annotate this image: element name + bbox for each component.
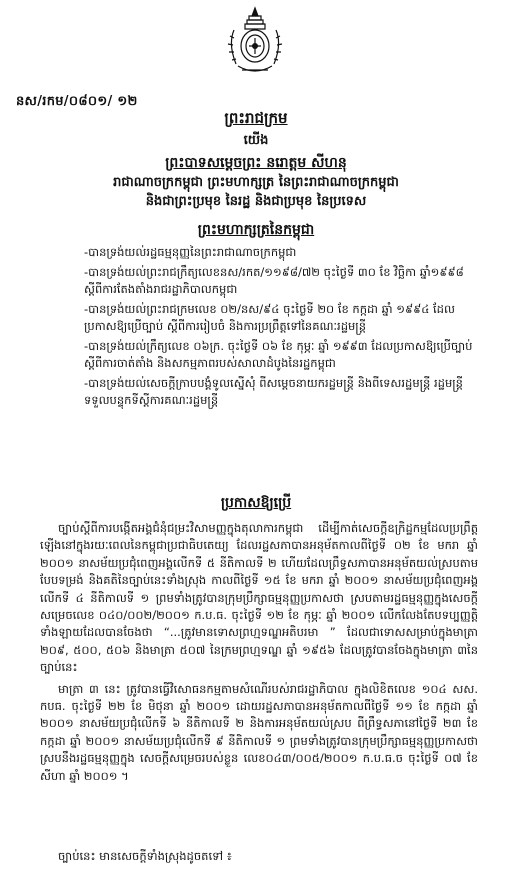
closing-line: ច្បាប់នេះ មានសេចក្តីទាំងស្រុងដូចតទៅ ៖ [58, 849, 232, 863]
promulgation-heading: ប្រកាសឱ្យប្រើ [220, 495, 292, 511]
reference-item: -បានទ្រង់យល់ក្រឹត្យលេខ ០៦ក្រ. ចុះថ្ងៃទី ០៦ ខែ កុម្ភៈ ឆ្នាំ ១៩៩៣ ដែលប្រកាសឱ្យប្រើច្បាប់ស្តីពីការចាត់តាំង និងសកម្មភាពរបស់សាលាដំបូងនៃរដ្ឋកម្ពុជា [84, 339, 473, 370]
reference-item: -បានទ្រង់យល់ព្រះរាជក្រឹត្យលេខនស/រកត/១១៩៨/៧២ ចុះថ្ងៃទី ៣០ ខែ វិច្ឆិកា ឆ្នាំ១៩៩៨ ស្តីពីការតែងតាំងរាជរដ្ឋាភិបាលកម្ពុជា [84, 265, 464, 296]
royal-coat-of-arms-icon [224, 6, 286, 76]
king-title: ព្រះបាទសម្តេចព្រះ នរោត្តម សីហនុ [165, 155, 347, 171]
body-paragraph: មាត្រា ៣ នេះ ត្រូវបានធ្វើវិសោធនកម្មតាមសំណើរបស់រាជរដ្ឋាភិបាល ក្នុងលិខិតលេខ ១០៤ សស. កបធ. ចុះថ្ងៃទី ២២ ខែ មិថុនា ឆ្នាំ ២០០១ ដោយរដ្ឋសភាបានអនុម័តកាលពីថ្ងៃទី ១១ ខែ កក្កដា ឆ្នាំ ២០០១ នាសម័យប្រជុំលើកទី ៦ នីតិកាលទី ២ និងការអនុម័តយល់ស្រប ពីព្រឹទ្ធសភានៅថ្ងៃទី ២៣ ខែ កក្កដា ឆ្នាំ ២០០១ នាសម័យប្រជុំលើកទី ៩ នីតិកាលទី ១ ព្រមទាំងត្រូវបានក្រុមប្រឹក្សាធម្មនុញ្ញប្រកាសថា ស្របនឹងរដ្ឋធម្មនុញ្ញក្នុង សេចក្តីសម្រេចរបស់ខ្លួន លេខ០៤៣/០០៥/២០០១ ក.ប.ធ.ច ចុះថ្ងៃទី ០៧ ខែ សីហា ឆ្នាំ ២០០១ ។ [40, 681, 478, 783]
legal-references-list [84, 244, 484, 412]
reference-item: -បានទ្រង់យល់សេចក្តីក្រាបបង្គំទូលស្នើសុំ ពីសម្តេចនាយករដ្ឋមន្ត្រី និងពីទេសរដ្ឋមន្ត្រី រដ្ឋមន្ត្រីទទួលបន្ទុកទីស្តីការគណៈរដ្ឋមន្ត្រី [84, 376, 463, 407]
reference-item: -បានទ្រង់យល់រដ្ឋធម្មនុញ្ញនៃព្រះរាជាណាចក្រកម្ពុជា [84, 245, 297, 259]
document-reference-number: នស/រកម/០៨០១/ ១២ [16, 94, 138, 109]
king-of-cambodia: ព្រះមហាក្សត្រនៃកម្ពុជា [197, 222, 315, 238]
reference-item: -បានទ្រង់យល់ព្រះរាជក្រមលេខ ០២/នស/៩៤ ចុះថ្ងៃទី ២០ ខែ កក្កដា ឆ្នាំ ១៩៩៤ ដែលប្រកាសឱ្យប្រើច្បាប់ ស្តីពីការរៀបចំ និងការប្រព្រឹត្តទៅនៃគណៈរដ្ឋមន្ត្រី [84, 302, 455, 333]
we-heading: យើង [243, 133, 269, 148]
body-text [40, 520, 478, 789]
royal-kram-title: ព្រះរាជក្រម [224, 109, 288, 127]
king-title-line-2: រាជាណាចក្រកម្ពុជា ព្រះមហាក្សត្រ នៃព្រះរាជាណាចក្រកម្ពុជា [113, 175, 399, 190]
king-title-line-3: និងជាព្រះប្រមុខ នៃរដ្ឋ និងជាប្រមុខ នៃប្រទេស [145, 194, 367, 209]
body-paragraph: ច្បាប់ស្តីពីការបង្កើតអង្គជំនុំជម្រះវិសាមញ្ញក្នុងតុលាការកម្ពុជា ដើម្បីកាត់សេចក្តីឧក្រិដ្ឋកម្មដែលប្រព្រឹត្តឡើងនៅក្នុងរយៈពេលនៃកម្ពុជាប្រជាធិបតេយ្យ ដែលរដ្ឋសភាបានអនុម័តកាលពីថ្ងៃទី ០២ ខែ មករា ឆ្នាំ ២០០១ នាសម័យប្រជុំពេញអង្គលើកទី ៥ នីតិកាលទី ២ ហើយដែលព្រឹទ្ធសភាបានអនុម័តយល់ស្របតាមបែបទម្រង់ និងគតិនៃច្បាប់នេះទាំងស្រុង កាលពីថ្ងៃទី ១៥ ខែ មករា ឆ្នាំ ២០០១ នាសម័យប្រជុំពេញអង្គលើកទី ៤ នីតិកាលទី ១ ព្រមទាំងត្រូវបានក្រុមប្រឹក្សាធម្មនុញ្ញប្រកាសថា ស្របតាមរដ្ឋធម្មនុញ្ញក្នុងសេចក្តីសម្រេចលេខ ០៤០/០០២/២០០១ ក.ប.ធ. ចុះថ្ងៃទី ១២ ខែ កុម្ភៈ ឆ្នាំ ២០០១ លើកលែងតែបទប្បញ្ញត្តិទាំងឡាយដែលបានចែងថា “...ត្រូវមានទោសព្រហ្មទណ្ឌអតិបរមា ” ដែលជាទោសសម្រាប់ក្នុងមាត្រា ២០៩, ៥០០, ៥០៦ និងមាត្រា ៥០៧ នៃក្រមព្រហ្មទណ្ឌ ឆ្នាំ ១៩៥៦ ដែលត្រូវបានចែងក្នុងមាត្រា ៣នៃច្បាប់នេះ [40, 521, 478, 675]
